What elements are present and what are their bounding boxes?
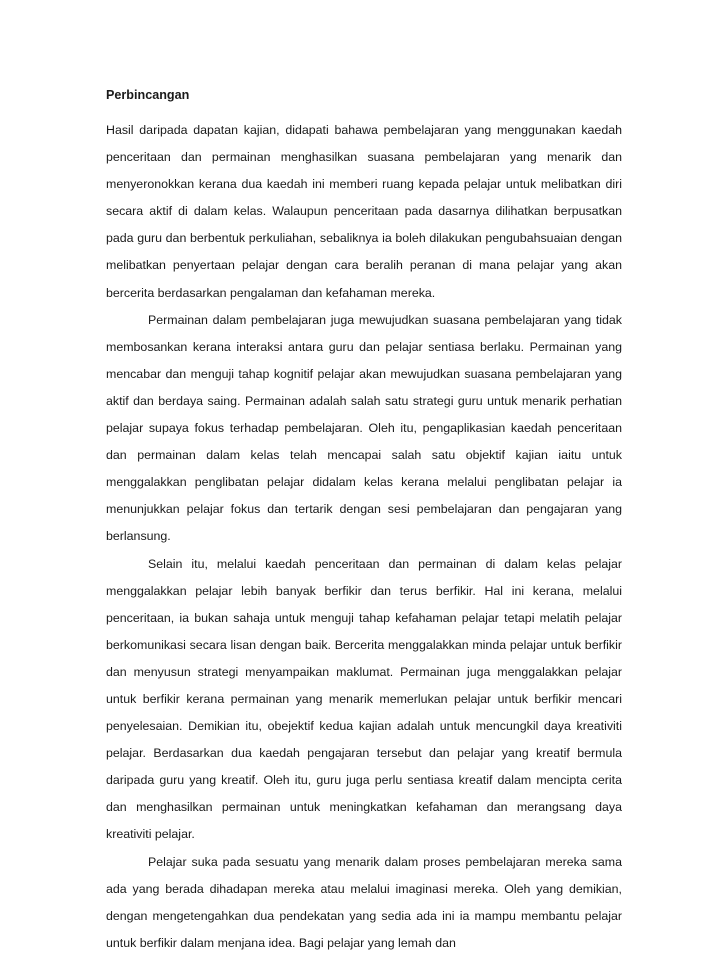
paragraph-2: Permainan dalam pembelajaran juga mewujudkan suasana pembelajaran yang tidak membosankan kerana interaksi antara guru dan pelajar sentiasa berlaku. Permainan yang mencabar dan menguji tahap kognitif pelajar akan mewujudkan suasana pembelajaran yang aktif dan berdaya saing. Permainan adalah salah satu strategi guru untuk menarik perhatian pelajar supaya fokus terhadap pembelajaran. Oleh itu, pengaplikasian kaedah penceritaan dan permainan dalam kelas telah mencapai salah satu objektif kajian iaitu untuk menggalakkan penglibatan pelajar didalam kelas kerana melalui penglibatan pelajar ia menunjukkan pelajar fokus dan tertarik dengan sesi pembelajaran dan pengajaran yang berlansung.	[106, 312, 622, 544]
document-body	[106, 84, 622, 957]
paragraph-4: Pelajar suka pada sesuatu yang menarik dalam proses pembelajaran mereka sama ada yang berada dihadapan mereka atau melalui imaginasi mereka. Oleh yang demikian, dengan mengetengahkan dua pendekatan yang sedia ada ini ia mampu membantu pelajar untuk berfikir dalam menjana idea. Bagi pelajar yang lemah dan	[106, 854, 622, 950]
paragraph-3: Selain itu, melalui kaedah penceritaan dan permainan di dalam kelas pelajar menggalakkan pelajar lebih banyak berfikir dan terus berfikir. Hal ini kerana, melalui penceritaan, ia bukan sahaja untuk menguji tahap kefahaman pelajar tetapi melatih pelajar berkomunikasi secara lisan dengan baik. Bercerita menggalakkan minda pelajar untuk berfikir dan menyusun strategi menyampaikan maklumat. Permainan juga menggalakkan pelajar untuk berfikir kerana permainan yang menarik memerlukan pelajar untuk berfikir mencari penyelesaian. Demikian itu, obejektif kedua kajian adalah untuk mencungkil daya kreativiti pelajar. Berdasarkan dua kaedah pengajaran tersebut dan pelajar yang kreatif bermula daripada guru yang kreatif. Oleh itu, guru juga perlu sentiasa kreatif dalam mencipta cerita dan menghasilkan permainan untuk meningkatkan kefahaman dan merangsang daya kreativiti pelajar.	[106, 556, 622, 842]
section-heading: Perbincangan	[106, 88, 190, 102]
paragraph-1: Hasil daripada dapatan kajian, didapati bahawa pembelajaran yang menggunakan kaedah penceritaan dan permainan menghasilkan suasana pembelajaran yang menarik dan menyeronokkan kerana dua kaedah ini memberi ruang kepada pelajar untuk melibatkan diri secara aktif di dalam kelas. Walaupun penceritaan pada dasarnya dilihatkan berpusatkan pada guru dan berbentuk perkuliahan, sebaliknya ia boleh dilakukan pengubahsuaian dengan melibatkan penyertaan pelajar dengan cara beralih peranan di mana pelajar yang akan bercerita berdasarkan pengalaman dan kefahaman mereka.	[106, 123, 622, 300]
